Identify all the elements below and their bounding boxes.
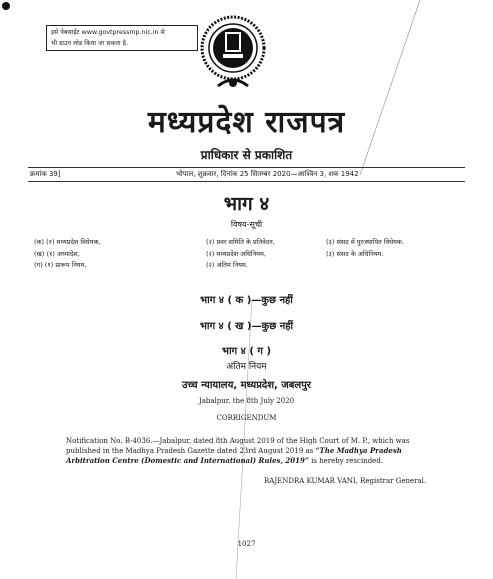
notification-text-part-1: Notification No. B-4036.—Jabalpur, dated 8th August 2019 of the High Court of M. P., which was published in the Madhya Pradesh Gazette dated 23rd August 2019 as (66, 437, 410, 455)
toc-item: (२) मध्यप्रदेश अधिनियम, (206, 249, 266, 258)
notification-text (66, 436, 446, 466)
contents-heading: विषय-सूची (230, 220, 263, 229)
notice-line-1: इसे वेबसाईट www.govtpressmp.nic.in से (51, 29, 165, 36)
toc-column-2 (206, 237, 275, 272)
website-notice-box (46, 25, 198, 51)
toc-item: (३) संसद के अधिनियम. (326, 249, 384, 258)
toc-item: (ग) (१) प्रारूप नियम, (34, 261, 87, 269)
court-heading: उच्च न्यायालय, मध्यप्रदेश, जबलपुर (182, 380, 311, 391)
place-date: Jabalpur, the 8th July 2020 (198, 397, 295, 405)
toc-item: (३) संसद में पुरःस्थापित विधेयक. (326, 238, 404, 246)
part-a-heading: भाग ४ ( क )—कुछ नहीं (200, 295, 293, 306)
final-rules-heading: अंतिम नियम (226, 362, 267, 372)
toc-item: (२) अंतिम नियम. (206, 261, 248, 269)
gazette-masthead: मध्यप्रदेश राजपत्र (147, 105, 346, 140)
toc-item: (ख) (१) अध्यादेश, (34, 249, 80, 258)
signature: RAJENDRA KUMAR VANI, Registrar General. (264, 477, 427, 485)
bottom-rule (28, 181, 465, 182)
notice-line-2: भी डाउन लोड किया जा सकता है. (51, 40, 128, 47)
masthead-subtitle: प्राधिकार से प्रकाशित (200, 148, 293, 162)
page-number: 1027 (237, 540, 256, 548)
toc-item: (२) प्रवर समिति के प्रतिवेदन, (206, 238, 275, 246)
toc-column-3 (326, 237, 404, 260)
corrigendum-heading: CORRIGENDUM (216, 414, 277, 422)
part-heading: भाग ४ (223, 193, 270, 215)
state-emblem-icon (198, 10, 268, 92)
rules-title: “The Madhya Pradesh Arbitration Centre (Domestic and International) Rules, 2019” (66, 446, 402, 465)
toc-column-1 (34, 237, 101, 272)
part-b-heading: भाग ४ ( ख )—कुछ नहीं (199, 321, 294, 332)
issue-date: भोपाल, शुक्रवार, दिनांक 25 सितम्बर 2020—आश्विन 3, शक 1942 (176, 170, 359, 178)
top-rule (28, 167, 465, 168)
part-c-heading: भाग ४ ( ग ) (221, 346, 272, 357)
notification-text-part-2: is hereby rescinded. (308, 457, 384, 465)
issue-number: क्रमांक 39] (30, 170, 61, 178)
toc-item: (क) (१) मध्यप्रदेश विधेयक, (34, 238, 101, 246)
